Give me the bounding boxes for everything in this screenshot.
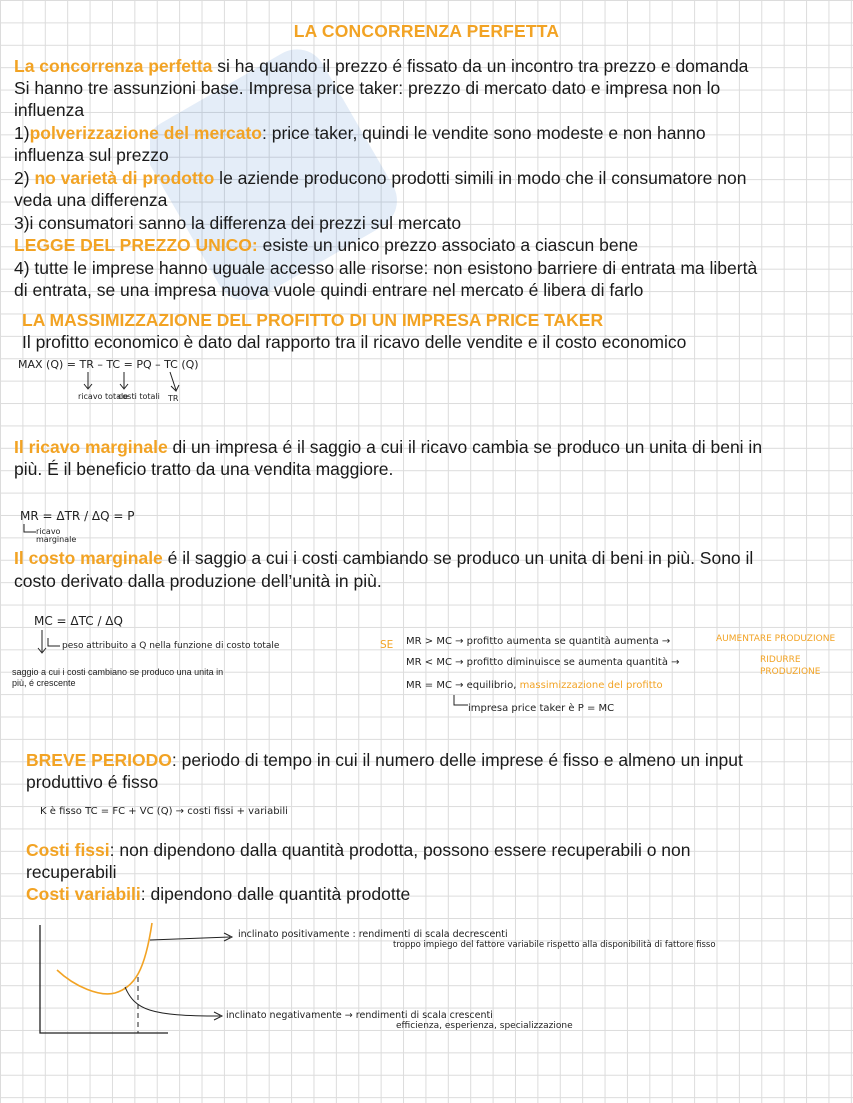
fixed-costs-term: Costi fissi <box>26 840 110 860</box>
cost-curve <box>57 923 152 994</box>
rule-3-highlight: massimizzazione del profitto <box>519 680 663 691</box>
page-title: LA CONCORRENZA PERFETTA <box>293 21 560 41</box>
law-term: LEGGE DEL PREZZO UNICO: <box>14 235 258 255</box>
marginal-cost-line-2: costo derivato dalla produzione dell’unità in più. <box>14 571 382 591</box>
negative-slope-pointer <box>125 987 220 1016</box>
marginal-revenue-line-1: Il ricavo marginale di un impresa é il saggio a cui il ricavo cambia se produco un unita di beni in <box>14 437 763 457</box>
positive-slope-pointer <box>150 937 230 940</box>
marginal-cost-line-1: Il costo marginale é il saggio a cui i costi cambiando se produco un unita di beni in più. Sono il <box>14 548 754 568</box>
graph-note-negative-2: efficienza, esperienza, specializzazione <box>396 1021 573 1031</box>
assumption-1-line-2: influenza sul prezzo <box>14 145 169 165</box>
rules-se: SE <box>380 639 394 651</box>
note-ricavo-totale: ricavo totale <box>78 392 129 401</box>
rule-mr-less: MR < MC → profitto diminuisce se aumenta quantità → <box>406 657 680 668</box>
short-run-line-2: produttivo é fisso <box>26 772 159 792</box>
assumption-4-line-2: di entrata, se una impresa nuova vuole quindi entrare nel mercato é libera di farlo <box>14 280 644 300</box>
rule-mr-greater: MR > MC → profitto aumenta se quantità aumenta → <box>406 636 671 647</box>
fixed-costs-line-1: Costi fissi: non dipendono dalla quantità prodotta, possono essere recuperabili o non <box>26 840 691 860</box>
variable-costs-line: Costi variabili: dipendono dalle quantità prodotte <box>26 884 411 904</box>
graph-note-positive-2: troppo impiego del fattore variabile rispetto alla disponibilità di fattore fisso <box>393 940 716 950</box>
marginal-revenue-term: Il ricavo marginale <box>14 437 168 457</box>
intro-line-3: influenza <box>14 100 85 120</box>
assumption-2: 2) no varietà di prodotto le aziende producono prodotti simili in modo che il consumatore non <box>14 168 747 188</box>
rule-1-action: AUMENTARE PRODUZIONE <box>716 634 836 644</box>
rule-2-action-1: RIDURRE <box>760 655 801 665</box>
note-costi-totali: costi totali <box>118 392 160 401</box>
rule-price-taker: impresa price taker è P = MC <box>468 703 615 714</box>
rule-mr-equal: MR = MC → equilibrio, massimizzazione del profitto <box>406 680 663 691</box>
short-run-term: BREVE PERIODO <box>26 750 172 770</box>
assumption-3: 3)i consumatori sanno la differenza dei prezzi sul mercato <box>14 213 462 233</box>
mc-note-arrow <box>34 628 64 658</box>
profit-text: Il profitto economico è dato dal rapporto tra il ricavo delle vendite e il costo economico <box>22 332 687 352</box>
marginal-cost-formula: MC = ΔTC / ΔQ <box>34 614 123 628</box>
graph-note-positive-1: inclinato positivamente : rendimenti di scala decrescenti <box>238 929 508 940</box>
profit-heading: LA MASSIMIZZAZIONE DEL PROFITTO DI UN IMPRESA PRICE TAKER <box>22 310 604 330</box>
assumption-1: 1)polverizzazione del mercato: price taker, quindi le vendite sono modeste e non hanno <box>14 123 706 143</box>
variable-costs-term: Costi variabili <box>26 884 141 904</box>
intro-term: La concorrenza perfetta <box>14 56 213 76</box>
marginal-cost-term: Il costo marginale <box>14 548 163 568</box>
assumption-4: 4) tutte le imprese hanno uguale accesso alle risorse: non esistono barriere di entrata ma libertà <box>14 258 758 278</box>
assumption-2-line-2: veda una differenza <box>14 190 168 210</box>
note-tr: TR <box>168 394 179 403</box>
short-run-formula: K è fisso TC = FC + VC (Q) → costi fissi + variabili <box>40 806 288 817</box>
assumption-1-term: polverizzazione del mercato <box>29 123 262 143</box>
rule-2-action-2: PRODUZIONE <box>760 667 821 677</box>
intro-line-1: La concorrenza perfetta si ha quando il prezzo é fissato da un incontro tra prezzo e domanda <box>14 56 749 76</box>
marginal-cost-note: peso attribuito a Q nella funzione di costo totale <box>62 641 280 651</box>
marginal-revenue-line-2: più. É il beneficio tratto da una vendita maggiore. <box>14 459 394 479</box>
assumption-2-term: no varietà di prodotto <box>34 168 215 188</box>
profit-formula: MAX (Q) = TR – TC = PQ – TC (Q) <box>18 358 199 371</box>
marginal-cost-typed-note: saggio a cui i costi cambiano se produco una unita in più, é crescente <box>12 667 224 688</box>
marginal-revenue-formula: MR = ΔTR / ΔQ = P <box>20 509 135 523</box>
short-run-line-1: BREVE PERIODO: periodo di tempo in cui il numero delle imprese é fisso e almeno un input <box>26 750 743 770</box>
fixed-costs-line-2: recuperabili <box>26 862 117 882</box>
intro-line-2: Si hanno tre assunzioni base. Impresa price taker: prezzo di mercato dato e impresa non lo <box>14 78 721 98</box>
graph-note-negative-1: inclinato negativamente → rendimenti di scala crescenti <box>226 1010 493 1021</box>
marginal-revenue-note: ricavo marginale <box>36 527 77 544</box>
law-of-one-price: LEGGE DEL PREZZO UNICO: esiste un unico prezzo associato a ciascun bene <box>14 235 639 255</box>
